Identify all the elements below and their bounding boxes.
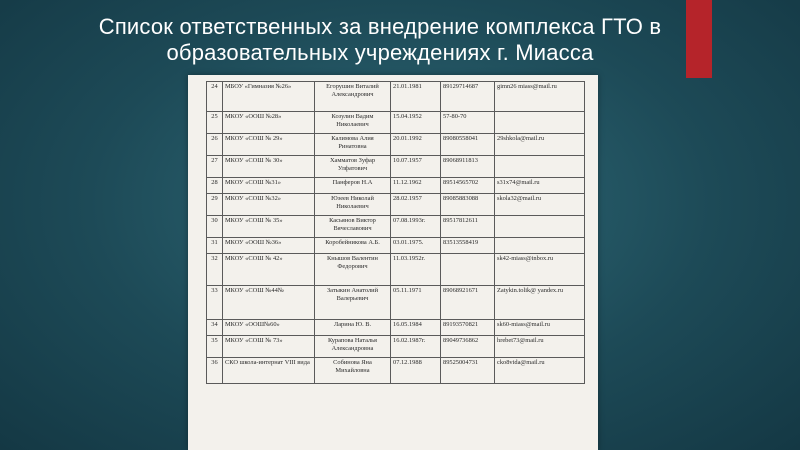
table-row bbox=[207, 156, 585, 178]
row-number: 27 bbox=[207, 156, 223, 178]
phone-cell: 89525004731 bbox=[441, 358, 495, 384]
organization-cell: МКОУ «ООШ №28» bbox=[223, 112, 315, 134]
email-cell bbox=[495, 238, 585, 254]
birth-date-cell: 03.01.1975. bbox=[391, 238, 441, 254]
responsible-name-cell: Собинова Яна Михайловна bbox=[315, 358, 391, 384]
organization-cell: МКОУ «СОШ № 30» bbox=[223, 156, 315, 178]
birth-date-cell: 05.11.1971 bbox=[391, 286, 441, 320]
table-row bbox=[207, 216, 585, 238]
email-cell: sk60-miass@mail.ru bbox=[495, 320, 585, 336]
table-row bbox=[207, 194, 585, 216]
organization-cell: МКОУ «ООШ№60» bbox=[223, 320, 315, 336]
phone-cell: 89129714687 bbox=[441, 82, 495, 112]
table-row bbox=[207, 178, 585, 194]
birth-date-cell: 11.03.1952г. bbox=[391, 254, 441, 286]
responsible-name-cell: Касьянов Виктор Вячеславович bbox=[315, 216, 391, 238]
email-cell: sk42-miass@inbox.ru bbox=[495, 254, 585, 286]
table-row bbox=[207, 134, 585, 156]
responsible-name-cell: Юзеев Николай Николаевич bbox=[315, 194, 391, 216]
phone-cell: 89514565702 bbox=[441, 178, 495, 194]
title-line-1: Список ответственных за внедрение комплекса ГТО в bbox=[98, 14, 662, 39]
responsible-name-cell: Коробейникова А.Б. bbox=[315, 238, 391, 254]
phone-cell: 89517812611 bbox=[441, 216, 495, 238]
table-row bbox=[207, 358, 585, 384]
organization-cell: МКОУ «СОШ № 29» bbox=[223, 134, 315, 156]
row-number: 34 bbox=[207, 320, 223, 336]
organization-cell: МКОУ «СОШ №44№ bbox=[223, 286, 315, 320]
row-number: 31 bbox=[207, 238, 223, 254]
birth-date-cell: 16.05.1984 bbox=[391, 320, 441, 336]
phone-cell bbox=[441, 254, 495, 286]
birth-date-cell: 28.02.1957 bbox=[391, 194, 441, 216]
email-cell: hrebet73@mail.ru bbox=[495, 336, 585, 358]
responsible-name-cell: Козулин Вадим Николаевич bbox=[315, 112, 391, 134]
row-number: 30 bbox=[207, 216, 223, 238]
organization-cell: МКОУ «СОШ № 42» bbox=[223, 254, 315, 286]
email-cell: skola32@mail.ru bbox=[495, 194, 585, 216]
birth-date-cell: 10.07.1957 bbox=[391, 156, 441, 178]
row-number: 25 bbox=[207, 112, 223, 134]
responsible-name-cell: Егорушин Виталий Александрович bbox=[315, 82, 391, 112]
row-number: 26 bbox=[207, 134, 223, 156]
email-cell: 29shkola@mail.ru bbox=[495, 134, 585, 156]
organization-cell: МБОУ «Гимназия №26» bbox=[223, 82, 315, 112]
phone-cell: 89193570821 bbox=[441, 320, 495, 336]
responsible-name-cell: Курапова Наталья Александровна bbox=[315, 336, 391, 358]
responsible-name-cell: Кнышов Валентин Федорович bbox=[315, 254, 391, 286]
row-number: 29 bbox=[207, 194, 223, 216]
responsible-name-cell: Ларина Ю. В. bbox=[315, 320, 391, 336]
email-cell bbox=[495, 216, 585, 238]
scanned-document bbox=[188, 75, 598, 450]
phone-cell: 89080558041 bbox=[441, 134, 495, 156]
table-row bbox=[207, 286, 585, 320]
organization-cell: МКОУ «СОШ № 35» bbox=[223, 216, 315, 238]
phone-cell: 89068921671 bbox=[441, 286, 495, 320]
email-cell: Zatykin.tolik@ yandex.ru bbox=[495, 286, 585, 320]
birth-date-cell: 07.08.1993г. bbox=[391, 216, 441, 238]
row-number: 32 bbox=[207, 254, 223, 286]
phone-cell: 83513558419 bbox=[441, 238, 495, 254]
table-row bbox=[207, 82, 585, 112]
responsible-name-cell: Хамматов Зуфар Улфатович bbox=[315, 156, 391, 178]
email-cell: s31x74@mail.ru bbox=[495, 178, 585, 194]
organization-cell: МКОУ «СОШ №32» bbox=[223, 194, 315, 216]
slide-title bbox=[40, 14, 720, 66]
email-cell bbox=[495, 112, 585, 134]
phone-cell: 89068911813 bbox=[441, 156, 495, 178]
responsible-name-cell: Панферов Н.А bbox=[315, 178, 391, 194]
table-row bbox=[207, 336, 585, 358]
email-cell: gimn26 miass@mail.ru bbox=[495, 82, 585, 112]
table-row bbox=[207, 112, 585, 134]
table-row bbox=[207, 254, 585, 286]
organization-cell: МКОУ «ООШ №36» bbox=[223, 238, 315, 254]
row-number: 28 bbox=[207, 178, 223, 194]
birth-date-cell: 15.04.1952 bbox=[391, 112, 441, 134]
row-number: 36 bbox=[207, 358, 223, 384]
birth-date-cell: 11.12.1962 bbox=[391, 178, 441, 194]
responsible-persons-table bbox=[206, 81, 585, 384]
birth-date-cell: 20.01.1992 bbox=[391, 134, 441, 156]
table-row bbox=[207, 320, 585, 336]
phone-cell: 89049736862 bbox=[441, 336, 495, 358]
organization-cell: СКО школа-интернат VIII вида bbox=[223, 358, 315, 384]
birth-date-cell: 21.01.1981 bbox=[391, 82, 441, 112]
table-row bbox=[207, 238, 585, 254]
birth-date-cell: 07.12.1988 bbox=[391, 358, 441, 384]
row-number: 24 bbox=[207, 82, 223, 112]
email-cell bbox=[495, 156, 585, 178]
organization-cell: МКОУ «СОШ №31» bbox=[223, 178, 315, 194]
row-number: 33 bbox=[207, 286, 223, 320]
responsible-name-cell: Затыкин Анатолий Валерьевич bbox=[315, 286, 391, 320]
phone-cell: 89085883088 bbox=[441, 194, 495, 216]
title-line-2: образовательных учреждениях г. Миасса bbox=[166, 40, 594, 65]
responsible-name-cell: Калимова Алия Ринатовна bbox=[315, 134, 391, 156]
birth-date-cell: 16.02.1987г. bbox=[391, 336, 441, 358]
organization-cell: МКОУ «СОШ № 73» bbox=[223, 336, 315, 358]
email-cell: cko8vida@mail.ru bbox=[495, 358, 585, 384]
row-number: 35 bbox=[207, 336, 223, 358]
phone-cell: 57-80-70 bbox=[441, 112, 495, 134]
